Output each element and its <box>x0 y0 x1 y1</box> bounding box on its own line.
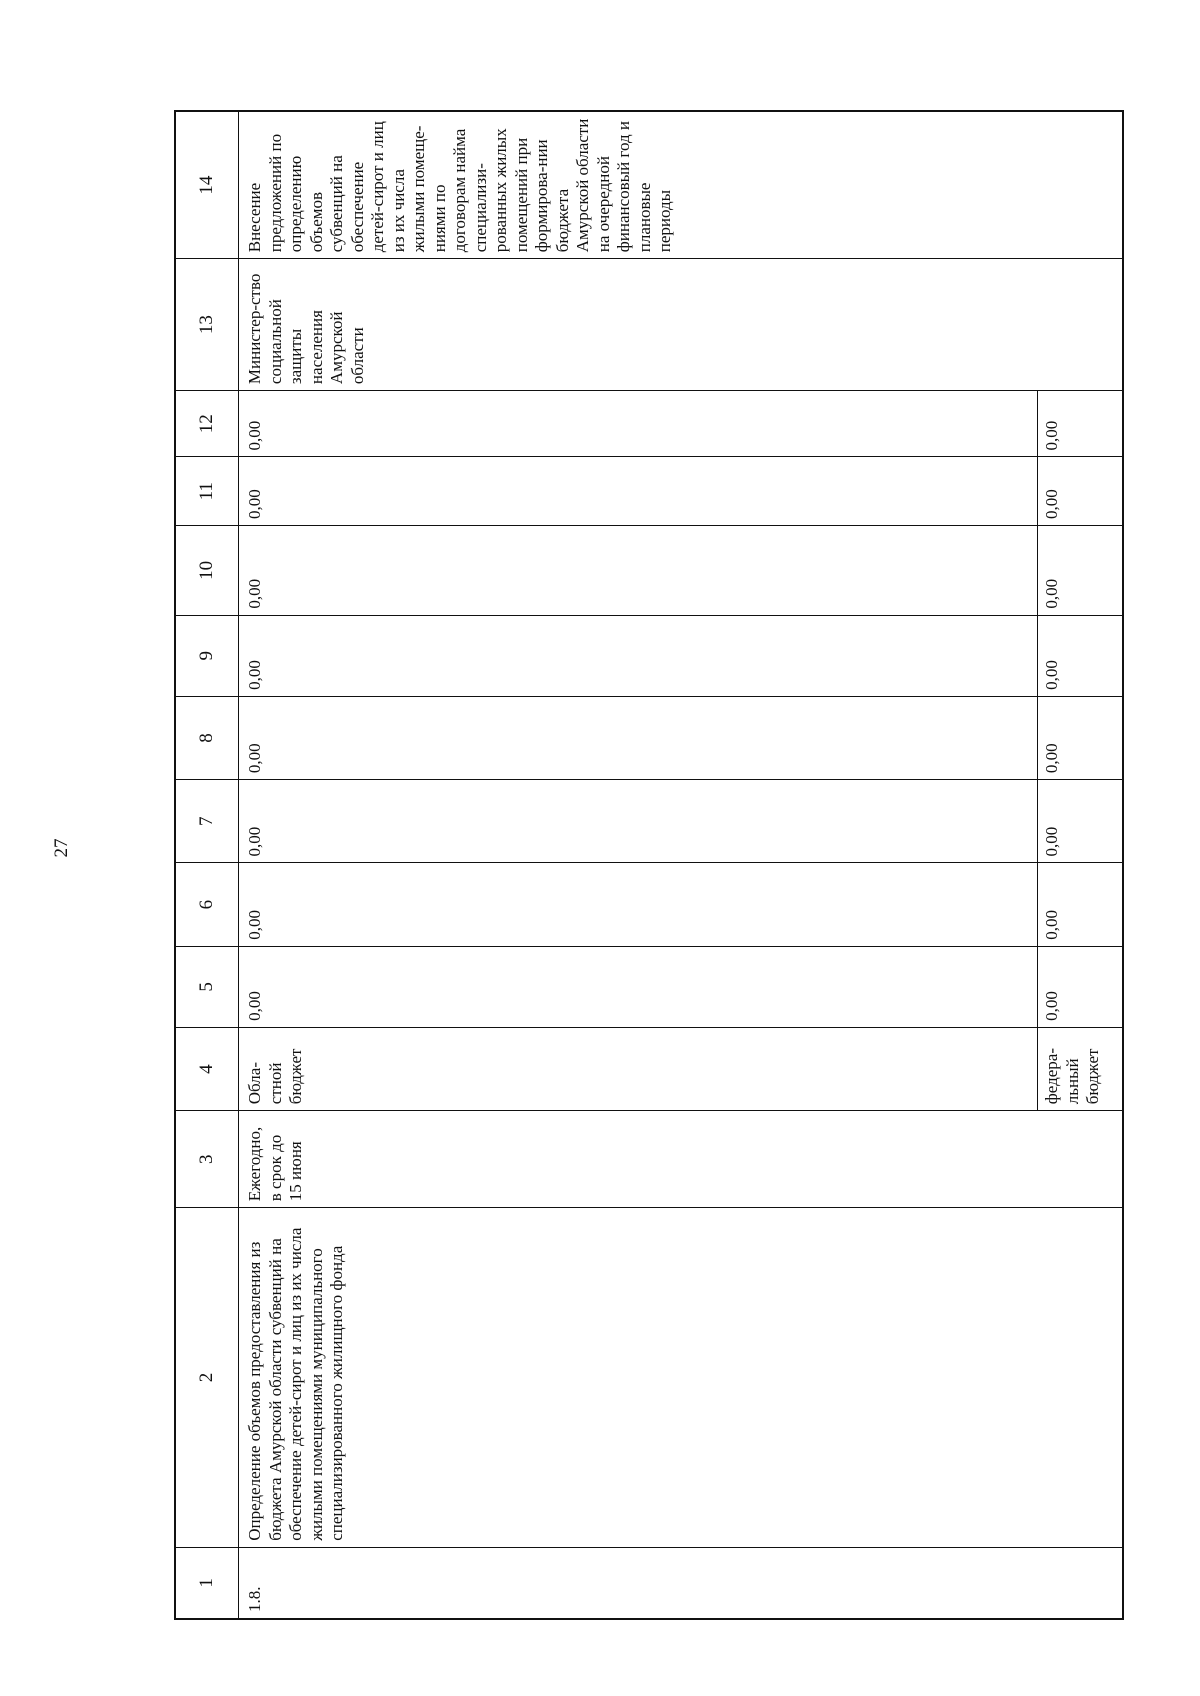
amount-cell-11 <box>239 457 1124 526</box>
federal-amount: 0,00 <box>1037 616 1122 696</box>
col-header-7: 7 <box>175 780 239 863</box>
amount-cell-10 <box>239 526 1124 616</box>
regional-amount: 0,00 <box>245 826 264 857</box>
amount-cell-6 <box>239 863 1124 946</box>
expected-result: Внесение предложений по определению объемов субвенций на обеспечение детей-сирот и лиц из их числа жилыми помеще-ниями по договорам найма специализи-рованных жилых помещений при формирова-нии бюджета Амурской области на очередной финансовый год и плановые периоды <box>239 111 1124 259</box>
col-header-14: 14 <box>175 111 239 259</box>
col-header-2: 2 <box>175 1208 239 1548</box>
federal-amount: 0,00 <box>1037 391 1122 456</box>
col-header-6: 6 <box>175 863 239 946</box>
measure-description: Определение объемов предоставления из бюджета Амурской области субвенций на обеспечение детей-сирот и лиц из их числа жилыми помещениями муниципального специализированного жилищного фонда <box>239 1208 1124 1548</box>
program-measures-table <box>174 110 1124 1620</box>
header-row <box>175 111 239 1619</box>
federal-amount: 0,00 <box>1037 697 1122 779</box>
col-header-3: 3 <box>175 1111 239 1208</box>
funding-source-federal: федера-льный бюджет <box>1037 1028 1122 1110</box>
federal-amount: 0,00 <box>1037 780 1122 862</box>
federal-amount: 0,00 <box>1037 526 1122 615</box>
amount-cell-7 <box>239 780 1124 863</box>
federal-amount: 0,00 <box>1037 947 1122 1027</box>
regional-amount: 0,00 <box>245 660 264 690</box>
regional-amount: 0,00 <box>245 909 264 940</box>
amount-cell-9 <box>239 615 1124 696</box>
col-header-1: 1 <box>175 1547 239 1619</box>
executor: Министер-ство социальной защиты населения Амурской области <box>239 259 1124 391</box>
col-header-10: 10 <box>175 526 239 616</box>
regional-amount: 0,00 <box>245 991 264 1021</box>
regional-amount: 0,00 <box>245 489 264 520</box>
amount-cell-12 <box>239 391 1124 457</box>
amount-cell-5 <box>239 946 1124 1027</box>
col-header-13: 13 <box>175 259 239 391</box>
col-header-8: 8 <box>175 696 239 779</box>
col-header-12: 12 <box>175 391 239 457</box>
rotated-table-container <box>174 110 1124 1620</box>
amount-cell-8 <box>239 696 1124 779</box>
federal-amount: 0,00 <box>1037 863 1122 945</box>
col-header-11: 11 <box>175 457 239 526</box>
federal-amount: 0,00 <box>1037 458 1122 526</box>
page-number: 27 <box>51 838 72 858</box>
row-number: 1.8. <box>239 1547 1124 1619</box>
col-header-5: 5 <box>175 946 239 1027</box>
regional-amount: 0,00 <box>245 743 264 774</box>
col-header-9: 9 <box>175 615 239 696</box>
regional-amount: 0,00 <box>245 578 264 609</box>
funding-source-regional: Обла-стной бюджет <box>245 1048 305 1105</box>
table-row <box>239 111 1124 1619</box>
regional-amount: 0,00 <box>245 420 264 451</box>
funding-source-cell <box>239 1027 1124 1110</box>
deadline: Ежегодно, в срок до 15 июня <box>239 1111 1124 1208</box>
col-header-4: 4 <box>175 1027 239 1110</box>
